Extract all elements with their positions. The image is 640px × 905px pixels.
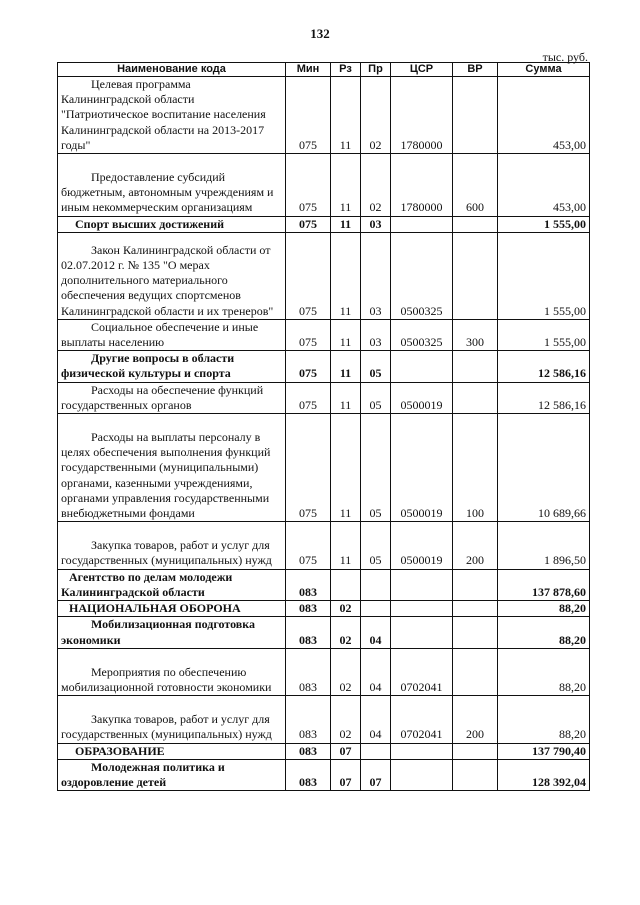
row-sum: 88,20 [498,648,590,695]
table-row [58,382,590,413]
row-name [58,216,286,232]
table-row [58,743,590,759]
row-min: 083 [286,696,331,743]
row-pr: 04 [361,617,391,648]
row-name [58,648,286,695]
row-rz: 02 [331,601,361,617]
units-label: тыс. руб. [542,50,588,64]
row-pr: 05 [361,414,391,522]
row-vr [453,351,498,382]
row-vr: 100 [453,414,498,522]
row-name-text: Мобилизационная подготовка экономики [61,617,255,647]
row-pr: 05 [361,382,391,413]
row-vr: 600 [453,154,498,217]
header-name: Наименование кода [58,63,286,77]
row-csr [391,759,453,790]
row-sum: 1 896,50 [498,522,590,569]
row-name [58,414,286,522]
row-min: 075 [286,351,331,382]
row-pr: 02 [361,154,391,217]
row-name [58,617,286,648]
row-name-text: ОБРАЗОВАНИЕ [75,743,165,758]
row-csr [391,569,453,600]
row-pr: 04 [361,696,391,743]
row-name [58,77,286,154]
row-min: 083 [286,743,331,759]
row-rz: 11 [331,522,361,569]
row-name-text: Целевая программа Калининградской области "Патриотическое воспитание населения Калининградской области на 2013-2017 годы" [61,77,266,152]
row-sum: 453,00 [498,154,590,217]
row-name-text: Мероприятия по обеспечению мобилизационной готовности экономики [61,664,272,694]
row-csr [391,351,453,382]
table-row [58,154,590,217]
row-vr [453,648,498,695]
row-min: 083 [286,759,331,790]
row-csr [391,743,453,759]
row-name [58,522,286,569]
row-pr: 02 [361,77,391,154]
row-csr: 0500325 [391,232,453,319]
row-min: 083 [286,569,331,600]
row-rz [331,569,361,600]
table-row [58,351,590,382]
row-csr: 0702041 [391,696,453,743]
row-name-text: Расходы на обеспечение функций государственных органов [61,382,264,412]
row-min: 075 [286,77,331,154]
row-min: 083 [286,601,331,617]
row-vr [453,382,498,413]
header-vr: ВР [453,63,498,77]
row-csr [391,216,453,232]
row-vr [453,216,498,232]
row-sum: 1 555,00 [498,232,590,319]
row-sum: 88,20 [498,696,590,743]
table-row [58,617,590,648]
row-name [58,154,286,217]
row-vr [453,617,498,648]
row-name-text: Социальное обеспечение и иные выплаты населению [61,319,259,350]
table-row [58,232,590,319]
page-number: 132 [310,26,330,41]
row-sum: 137 878,60 [498,569,590,600]
table-row [58,569,590,600]
row-name-text: НАЦИОНАЛЬНАЯ ОБОРОНА [69,601,241,616]
row-min: 075 [286,232,331,319]
header-csr: ЦСР [391,63,453,77]
row-name [58,601,286,617]
row-csr: 1780000 [391,154,453,217]
row-csr: 0500019 [391,382,453,413]
row-pr [361,569,391,600]
row-rz: 11 [331,319,361,350]
row-name [58,319,286,350]
table-row [58,696,590,743]
row-vr [453,759,498,790]
row-sum: 1 555,00 [498,216,590,232]
row-min: 075 [286,414,331,522]
header-rz: Рз [331,63,361,77]
row-name-text: Молодежная политика и оздоровление детей [61,759,225,789]
row-pr: 05 [361,351,391,382]
row-min: 075 [286,522,331,569]
header-min: Мин [286,63,331,77]
row-rz: 11 [331,154,361,217]
row-vr: 200 [453,522,498,569]
row-min: 083 [286,617,331,648]
row-min: 075 [286,319,331,350]
row-min: 075 [286,216,331,232]
row-name [58,569,286,600]
row-min: 075 [286,154,331,217]
row-sum: 453,00 [498,77,590,154]
row-sum: 12 586,16 [498,382,590,413]
budget-table [57,62,590,791]
table-row [58,216,590,232]
row-name-text: Закупка товаров, работ и услуг для государственных (муниципальных) нужд [61,712,272,742]
table-row [58,759,590,790]
row-rz: 02 [331,617,361,648]
row-rz: 11 [331,414,361,522]
row-rz: 11 [331,382,361,413]
row-pr: 05 [361,522,391,569]
row-vr: 300 [453,319,498,350]
row-csr: 0500325 [391,319,453,350]
row-name-text: Закупка товаров, работ и услуг для государственных (муниципальных) нужд [61,538,272,568]
row-name [58,351,286,382]
row-min: 083 [286,648,331,695]
row-name-text: Спорт высших достижений [75,216,225,231]
row-rz: 02 [331,696,361,743]
row-pr [361,601,391,617]
row-name-text: Другие вопросы в области физической культуры и спорта [61,351,235,381]
row-sum: 137 790,40 [498,743,590,759]
row-vr [453,77,498,154]
row-vr [453,743,498,759]
row-sum: 88,20 [498,617,590,648]
row-rz: 11 [331,77,361,154]
row-sum: 88,20 [498,601,590,617]
table-row [58,77,590,154]
row-name [58,743,286,759]
row-pr: 07 [361,759,391,790]
row-name-text: Агентство по делам молодежи Калининградской области [61,569,233,599]
row-rz: 11 [331,216,361,232]
row-name [58,382,286,413]
row-pr: 03 [361,319,391,350]
row-vr: 200 [453,696,498,743]
row-sum: 10 689,66 [498,414,590,522]
header-sum: Сумма [498,63,590,77]
row-rz: 11 [331,232,361,319]
row-name-text: Предоставление субсидий бюджетным, автономным учреждениям и иным некоммерческим организациям [61,170,274,215]
row-pr [361,743,391,759]
row-csr [391,601,453,617]
row-vr [453,569,498,600]
row-sum: 1 555,00 [498,319,590,350]
row-pr: 04 [361,648,391,695]
row-name [58,232,286,319]
table-row [58,601,590,617]
row-csr: 0702041 [391,648,453,695]
row-name [58,759,286,790]
row-name-text: Закон Калининградской области от 02.07.2012 г. № 135 "О мерах дополнительного материального обеспечения ведущих спортсменов Калининградской области и их тренеров" [61,242,274,318]
row-name [58,696,286,743]
header-pr: Пр [361,63,391,77]
table-row [58,319,590,350]
row-name-text: Расходы на выплаты персоналу в целях обеспечения выполнения функций государственными (муниципальными) органами, казенными учреждениями, органами управления государственными внебюджетными фондами [61,430,271,521]
row-vr [453,232,498,319]
row-rz: 02 [331,648,361,695]
row-csr: 1780000 [391,77,453,154]
row-vr [453,601,498,617]
row-min: 075 [286,382,331,413]
row-rz: 07 [331,743,361,759]
row-pr: 03 [361,216,391,232]
row-sum: 12 586,16 [498,351,590,382]
table-row [58,648,590,695]
row-rz: 07 [331,759,361,790]
table-row [58,414,590,522]
row-pr: 03 [361,232,391,319]
row-csr: 0500019 [391,414,453,522]
table-row [58,522,590,569]
table-header-row [58,63,590,77]
row-sum: 128 392,04 [498,759,590,790]
row-csr: 0500019 [391,522,453,569]
row-csr [391,617,453,648]
row-rz: 11 [331,351,361,382]
